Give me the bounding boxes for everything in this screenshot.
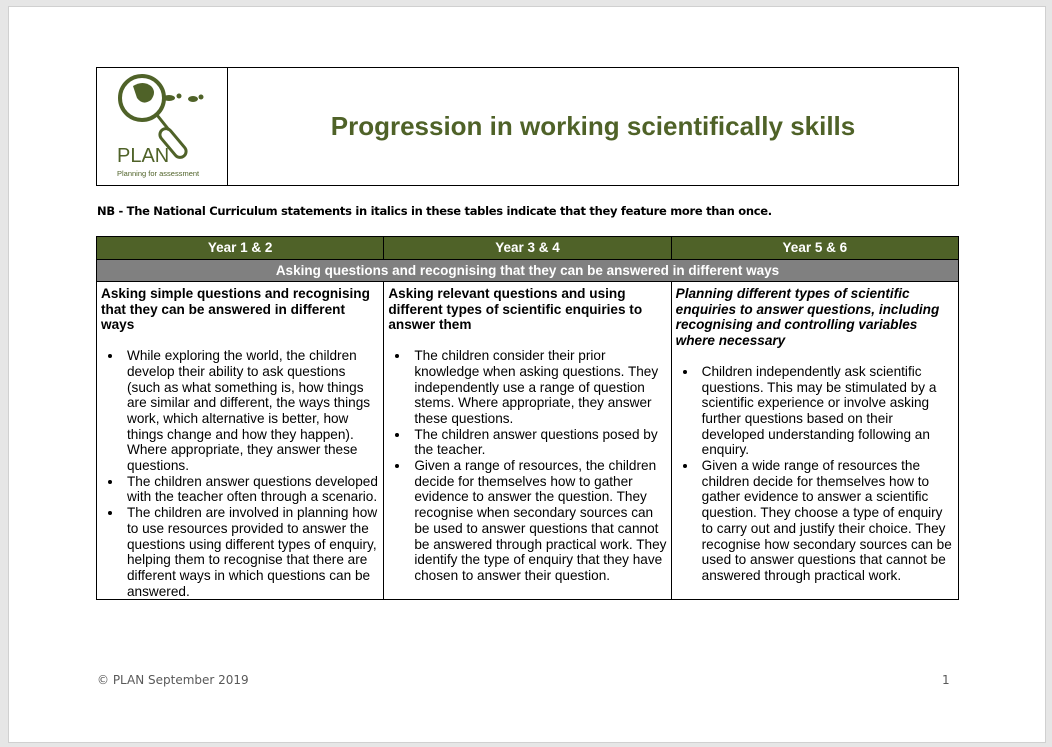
list-item: • The children answer questions posed by the teacher. bbox=[410, 427, 667, 458]
column-header: Year 1 & 2 bbox=[97, 237, 384, 260]
cell-heading: Asking simple questions and recognising that they can be answered in different ways bbox=[101, 286, 370, 333]
list-item: • Given a wide range of resources the children decide for themselves how to gather evidence to answer a scientific question. They choose a type of enquiry to carry out and justify their choice. They recognise how secondary sources can be used to answer questions that cannot be answered through practical work. bbox=[698, 458, 955, 584]
list-item: • Given a range of resources, the children decide for themselves how to gather evidence to answer the question. They recognise when secondary sources can be used to answer questions that cannot be answered through practical work. They identify the type of enquiry that they have chosen to answer their question. bbox=[410, 458, 667, 584]
list-item: • The children answer questions developed with the teacher often through a scenario. bbox=[123, 474, 380, 505]
cell-year-3-4 bbox=[384, 282, 671, 600]
cell-year-5-6 bbox=[671, 282, 958, 600]
plan-logo bbox=[97, 68, 228, 185]
cell-year-1-2 bbox=[97, 282, 384, 600]
progression-table bbox=[96, 236, 959, 600]
document-page bbox=[8, 6, 1046, 743]
column-header: Year 3 & 4 bbox=[384, 237, 671, 260]
page-title: Progression in working scientifically skills bbox=[330, 111, 856, 141]
svg-text:Planning for assessment: Planning for assessment bbox=[117, 169, 200, 178]
list-item: • The children consider their prior knowledge when asking questions. They independently use a range of question stems. Where appropriate, they answer these questions. bbox=[410, 348, 667, 427]
svg-text:PLAN: PLAN bbox=[117, 145, 170, 167]
list-item: • The children are involved in planning how to use resources provided to answer the questions using different types of enquiry, helping them to recognise that there are different ways in which questions can be answered. bbox=[123, 505, 380, 599]
section-header: Asking questions and recognising that they can be answered in different ways bbox=[97, 260, 959, 282]
table-row bbox=[97, 282, 959, 600]
magnifier-ant-icon bbox=[97, 68, 227, 185]
cell-heading: Asking relevant questions and using different types of scientific enquiries to answer them bbox=[388, 286, 643, 333]
note: NB - The National Curriculum statements in italics in these tables indicate that they feature more than once. bbox=[97, 204, 772, 218]
cell-heading: Planning different types of scientific enquiries to answer questions, including recognising and controlling variables where necessary bbox=[675, 286, 940, 349]
page-number: 1 bbox=[942, 673, 950, 687]
column-header: Year 5 & 6 bbox=[671, 237, 958, 260]
header-box bbox=[96, 67, 959, 186]
list-item: • While exploring the world, the children develop their ability to ask questions (such as what something is, how things are similar and different, the ways things work, which alternative is better, how things change and how they happen). Where appropriate, they answer these questions. bbox=[123, 348, 380, 474]
footer-copyright: © PLAN September 2019 bbox=[97, 673, 249, 687]
list-item: • Children independently ask scientific questions. This may be stimulated by a scientific experience or involve asking further questions based on their developed understanding following an enquiry. bbox=[698, 364, 955, 458]
year-header-row bbox=[97, 237, 959, 260]
